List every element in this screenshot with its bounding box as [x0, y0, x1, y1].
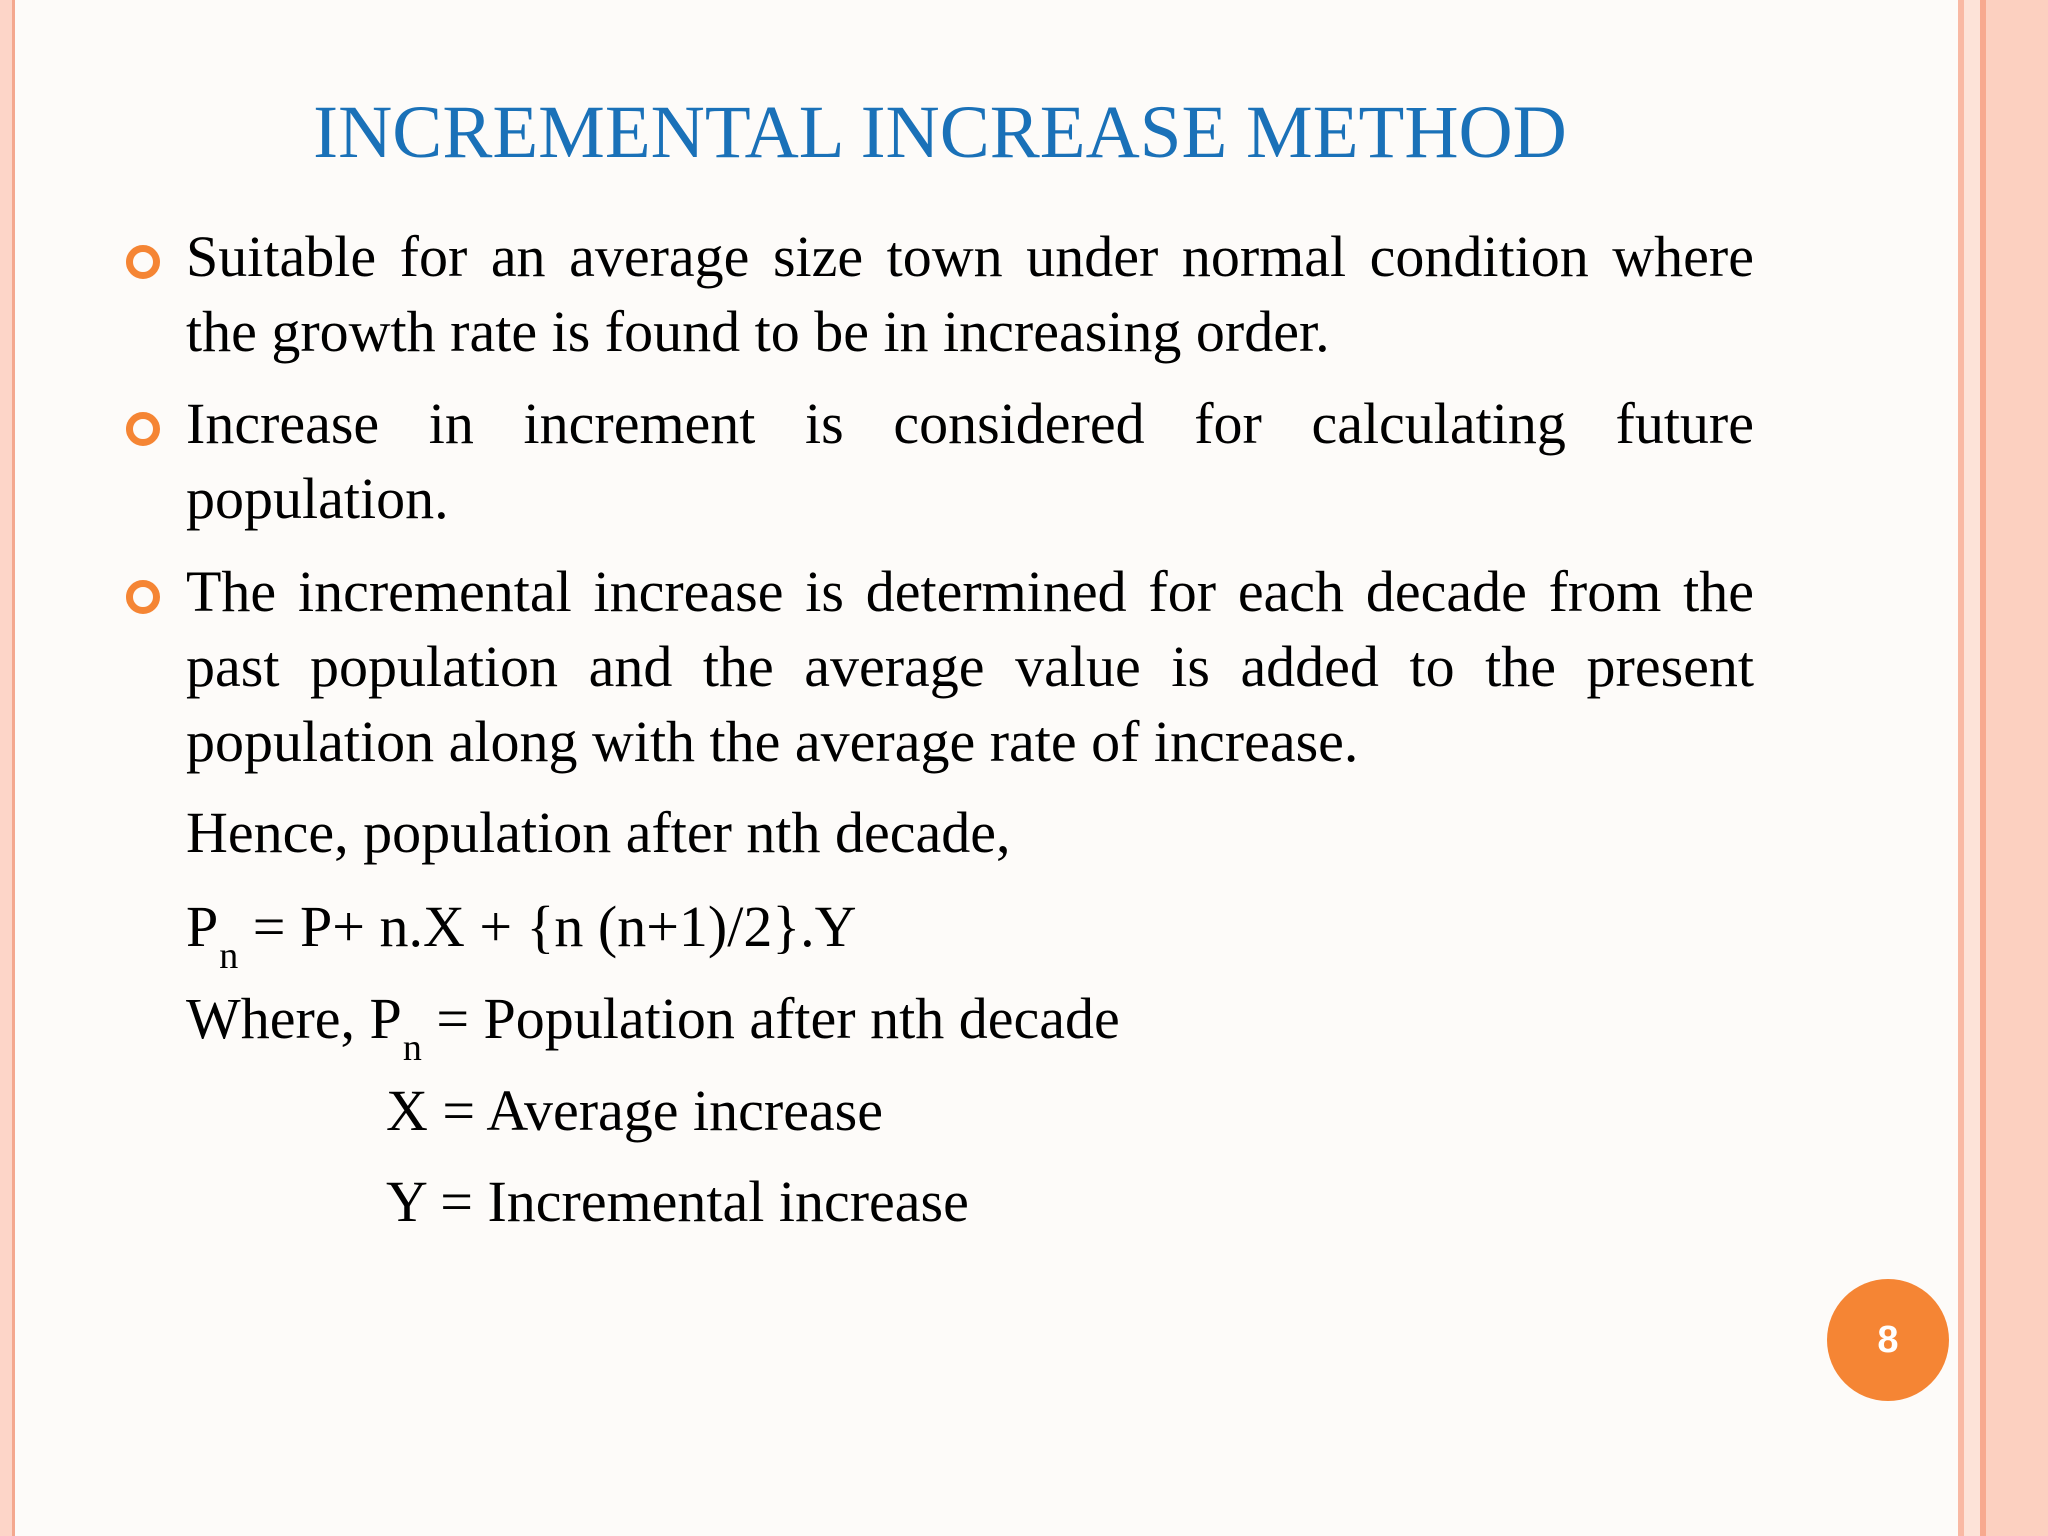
bullet-ring-icon [126, 412, 160, 446]
formula-p: P [186, 894, 219, 959]
where-rest: = Population after nth decade [421, 986, 1120, 1051]
bullet-2: Increase in increment is considered for calculating future population. [186, 391, 1754, 531]
bullet-1: Suitable for an average size town under normal condition where the growth rate is found to be in increasing order. [186, 224, 1754, 364]
bullet-3: The incremental increase is determined for each decade from the past population and the average value is added to the present population along with the average rate of increase. [186, 559, 1754, 774]
right-border-b [1964, 0, 1980, 1536]
hence-line: Hence, population after nth decade, [186, 800, 1011, 865]
where-line [186, 981, 1120, 1069]
formula-line [186, 889, 857, 977]
where-subscript: n [402, 1027, 422, 1069]
bullet-ring-icon [126, 580, 160, 614]
formula-subscript: n [219, 935, 239, 977]
left-border [0, 0, 12, 1536]
x-definition: X = Average increase [386, 1078, 883, 1143]
right-border-d [1986, 0, 2048, 1536]
page-number-badge: 8 [1827, 1279, 1949, 1401]
bullet-ring-icon [126, 245, 160, 279]
slide-title: INCREMENTAL INCREASE METHOD [313, 91, 1567, 174]
where-prefix: Where, P [186, 986, 402, 1051]
y-definition: Y = Incremental increase [386, 1169, 969, 1234]
left-border-line [12, 0, 15, 1536]
formula-rest: = P+ n.X + {n (n+1)/2}.Y [238, 894, 857, 959]
